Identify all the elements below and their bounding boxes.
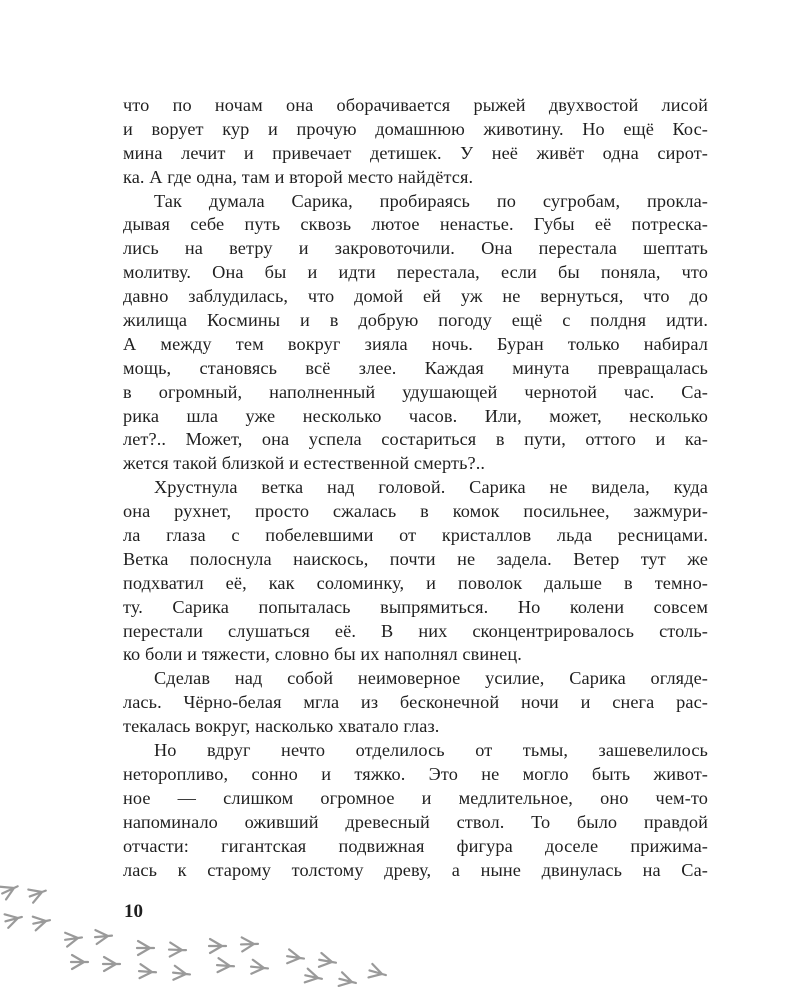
text-line: мощь, становясь всё злее. Каждая минута превращалась	[123, 357, 708, 378]
page-number: 10	[124, 901, 143, 922]
text-line: рика шла уже несколько часов. Или, может, несколько	[123, 405, 708, 426]
page-text	[123, 94, 708, 882]
footprint-mark	[209, 939, 226, 953]
text-line: жилища Космины и в добрую погоду ещё с полдня идти.	[123, 310, 708, 331]
footprint-mark	[103, 957, 120, 971]
footprint-mark	[172, 966, 190, 982]
text-line: мина лечит и привечает детишек. У неё живёт одна сирот-	[123, 142, 708, 163]
text-line: молитву. Она бы и идти перестала, если бы поняла, что	[123, 262, 708, 283]
text-line: что по ночам она оборачивается рыжей двухвостой лисой	[123, 95, 708, 115]
text-line: текалась вокруг, насколько хватало глаз.	[123, 716, 440, 737]
text-line: она рухнет, просто сжалась в комок посильнее, зажмури-	[123, 501, 708, 522]
footprint-mark	[0, 880, 21, 900]
text-line: Но вдруг нечто отделилось от тьмы, зашевелилось	[154, 740, 708, 761]
footprint-mark	[137, 941, 154, 955]
footprint-mark	[169, 943, 186, 958]
footprint-mark	[94, 929, 112, 944]
text-line: А между тем вокруг зияла ночь. Буран только набирал	[123, 333, 708, 354]
text-line: ко боли и тяжести, словно бы их наполнял свинец.	[123, 644, 522, 665]
paragraph-2	[123, 190, 708, 477]
bird-tracks-icon	[0, 870, 400, 1000]
text-line: жется такой близкой и естественной смерть?..	[123, 453, 486, 474]
text-line: напоминало оживший древесный ствол. То было правдой	[123, 811, 708, 832]
footprint-mark	[250, 960, 268, 976]
text-line: перестали слушаться её. В них сконцентрировалось столь-	[123, 620, 708, 641]
text-line: Так думала Сарика, пробираясь по сугробам, прокла-	[154, 190, 708, 211]
paragraph-5	[123, 739, 708, 882]
text-line: неторопливо, сонно и тяжко. Это не могло быть живот-	[123, 763, 708, 784]
footprint-mark	[318, 953, 337, 970]
footprint-mark	[64, 931, 83, 947]
text-line: лась к старому толстому древу, а ныне двинулась на Са-	[123, 859, 708, 880]
footprint-mark	[27, 884, 48, 903]
footprint-mark	[368, 964, 388, 982]
footprint-mark	[286, 949, 305, 965]
footprint-mark	[217, 958, 235, 973]
text-line: давно заблудилась, что домой ей уж не вернуться, что до	[123, 286, 708, 307]
footprint-mark	[139, 964, 157, 979]
text-line: Хрустнула ветка над головой. Сарика не видела, куда	[154, 477, 708, 498]
footprint-mark	[32, 913, 52, 930]
text-line: отчасти: гигантская подвижная фигура доселе прижима-	[123, 835, 708, 856]
footprint-mark	[71, 955, 88, 969]
footprint-mark	[4, 910, 24, 928]
text-line: подхватил её, как соломинку, и поволок дальше в темно-	[123, 572, 708, 593]
paragraph-4	[123, 667, 708, 739]
text-line: Сделав над собой неимоверное усилие, Сарика огляде-	[154, 668, 708, 689]
text-line: и ворует кур и прочую домашнюю животину. Но ещё Кос-	[123, 118, 708, 139]
footprint-mark	[338, 972, 358, 990]
text-line: дывая себе путь сквозь лютое ненастье. Губы её потреска-	[123, 214, 708, 235]
text-line: лась. Чёрно-белая мгла из бесконечной ночи и снега рас-	[123, 692, 708, 713]
text-line: ное — слишком огромное и медлительное, оно чем-то	[123, 787, 708, 808]
footprint-mark	[304, 968, 324, 985]
footprint-mark	[241, 937, 258, 952]
text-line: лись на ветру и закровоточили. Она перестала шептать	[123, 238, 708, 259]
text-line: ка. А где одна, там и второй место найдётся.	[123, 166, 474, 187]
text-line: ту. Сарика попыталась выпрямиться. Но колени совсем	[123, 596, 708, 617]
paragraph-1	[123, 94, 708, 190]
paragraph-3	[123, 476, 708, 667]
text-line: ла глаза с побелевшими от кристаллов льда ресницами.	[123, 525, 708, 546]
text-line: в огромный, наполненный удушающей чернотой час. Са-	[123, 381, 708, 402]
text-line: Ветка полоснула наискось, почти не задела. Ветер тут же	[123, 548, 708, 569]
text-line: лет?.. Может, она успела состариться в пути, оттого и ка-	[123, 429, 708, 450]
